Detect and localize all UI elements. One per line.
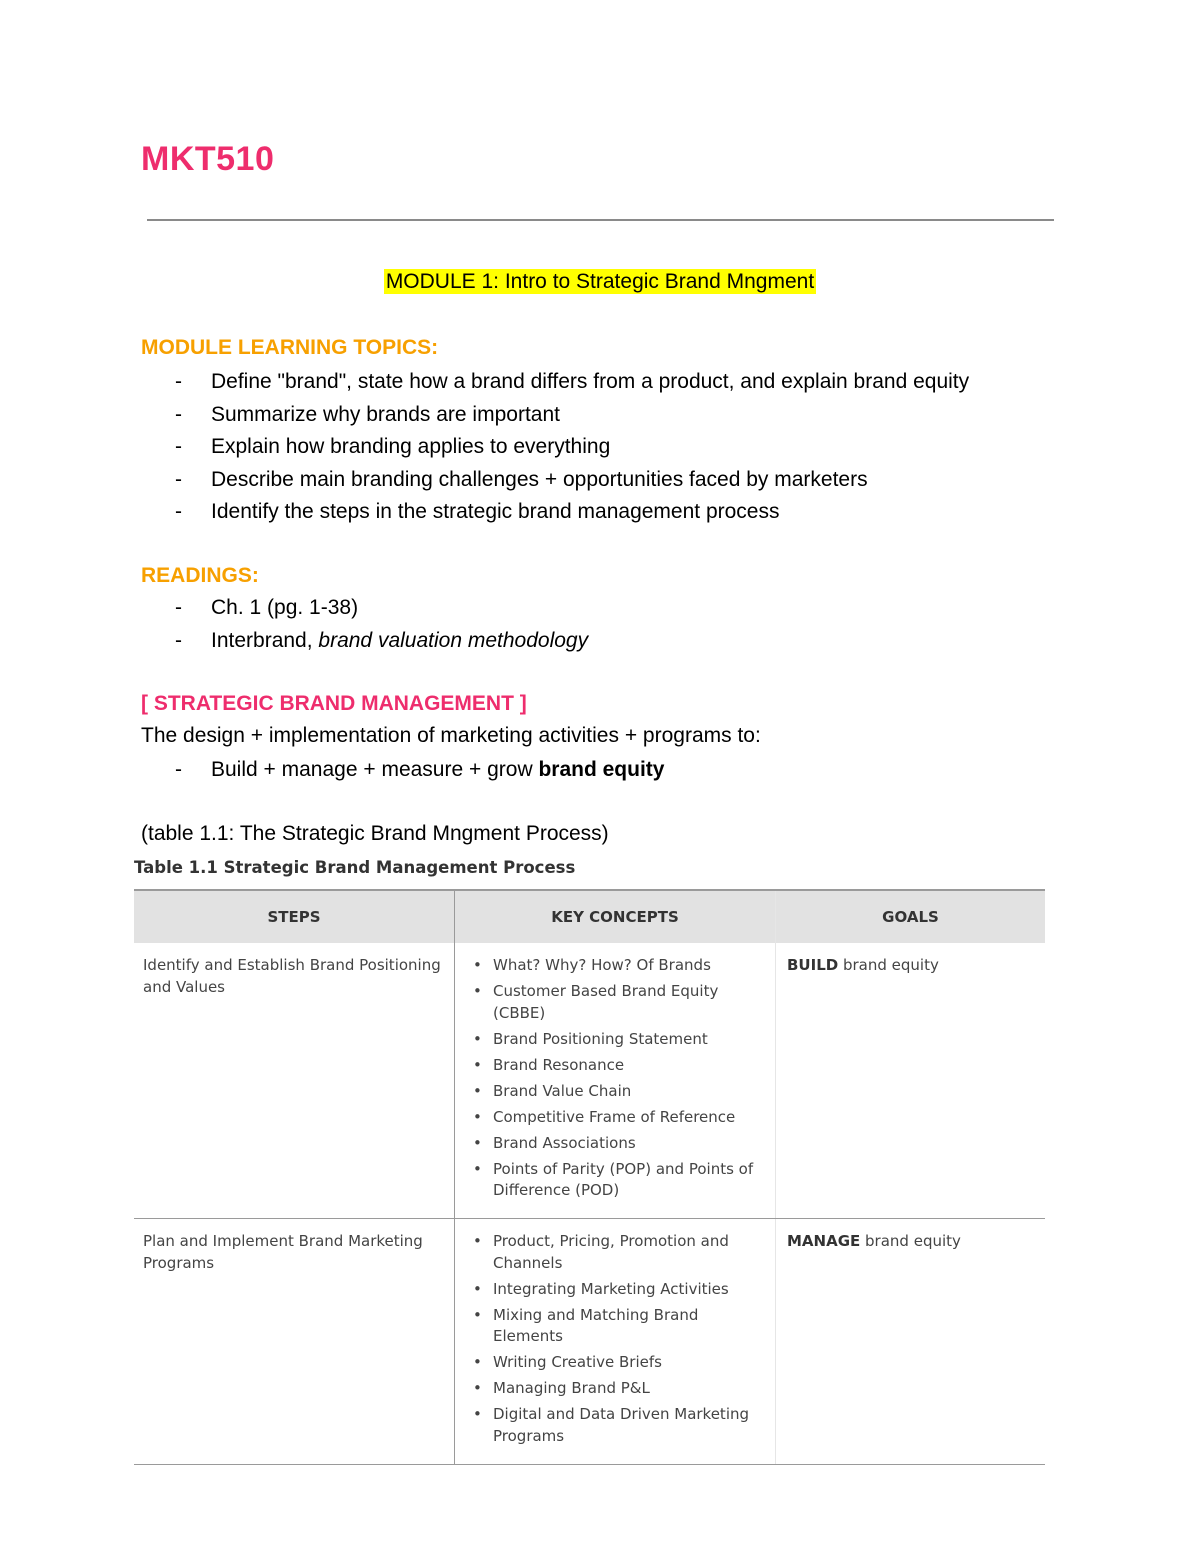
list-item: • Competitive Frame of Reference — [493, 1107, 767, 1129]
list-item: • Brand Resonance — [493, 1055, 767, 1077]
learning-topics-label: MODULE LEARNING TOPICS: — [141, 336, 439, 359]
list-item: • Brand Positioning Statement — [493, 1029, 767, 1051]
concepts-list — [464, 1231, 767, 1447]
list-item: - Build + manage + measure + grow brand equity — [141, 754, 1021, 787]
list-item: • Managing Brand P&L — [493, 1378, 767, 1400]
column-header-key-concepts: KEY CONCEPTS — [455, 890, 776, 943]
process-table — [134, 889, 1045, 1465]
list-item: • Brand Value Chain — [493, 1081, 767, 1103]
table-caption: Table 1.1 Strategic Brand Management Process — [134, 858, 576, 877]
module-heading — [0, 270, 1200, 294]
table-row — [134, 943, 1045, 1219]
concepts-cell — [455, 943, 776, 1219]
list-item: • Points of Parity (POP) and Points of Difference (POD) — [493, 1159, 767, 1202]
learning-topics-list — [141, 366, 1021, 529]
goal-verb: MANAGE — [787, 1232, 861, 1250]
list-item: - Summarize why brands are important — [141, 399, 1021, 432]
list-item: - Explain how branding applies to everything — [141, 431, 1021, 464]
dash-bullet: - — [175, 758, 182, 781]
list-item: • Customer Based Brand Equity (CBBE) — [493, 981, 767, 1024]
readings-list — [141, 592, 1021, 657]
sbm-list — [141, 754, 1021, 787]
dash-bullet: - — [175, 500, 182, 523]
table-row — [134, 1219, 1045, 1465]
sbm-definition: The design + implementation of marketing activities + programs to: — [141, 724, 761, 747]
list-item: • Integrating Marketing Activities — [493, 1279, 767, 1301]
table-header-row — [134, 890, 1045, 943]
horizontal-rule — [147, 219, 1054, 221]
goal-verb: BUILD — [787, 956, 839, 974]
list-item: • Mixing and Matching Brand Elements — [493, 1305, 767, 1348]
list-item: - Interbrand, brand valuation methodology — [141, 625, 1021, 658]
reading-title: brand valuation methodology — [318, 628, 589, 652]
dash-bullet: - — [175, 402, 182, 426]
sbm-heading: [ STRATEGIC BRAND MANAGEMENT ] — [141, 692, 527, 715]
readings-label: READINGS: — [141, 564, 259, 587]
brand-equity-emphasis: brand equity — [538, 758, 665, 781]
dash-bullet: - — [175, 596, 182, 619]
column-header-goals: GOALS — [776, 890, 1046, 943]
list-item: • Writing Creative Briefs — [493, 1352, 767, 1374]
list-item: - Ch. 1 (pg. 1-38) — [141, 592, 1021, 625]
step-cell: Identify and Establish Brand Positioning and Values — [134, 943, 455, 1219]
dash-bullet: - — [175, 435, 182, 458]
list-item: • What? Why? How? Of Brands — [493, 955, 767, 977]
list-item: • Brand Associations — [493, 1133, 767, 1155]
document-title: MKT510 — [141, 140, 275, 178]
dash-bullet: - — [175, 370, 182, 393]
list-item: - Describe main branding challenges + opportunities faced by marketers — [141, 464, 1021, 497]
list-item: • Digital and Data Driven Marketing Programs — [493, 1404, 767, 1447]
list-item: • Product, Pricing, Promotion and Channels — [493, 1231, 767, 1274]
module-heading-highlight: MODULE 1: Intro to Strategic Brand Mngment — [385, 270, 815, 293]
step-cell: Plan and Implement Brand Marketing Programs — [134, 1219, 455, 1465]
goal-cell: MANAGE brand equity — [776, 1219, 1046, 1465]
column-header-steps: STEPS — [134, 890, 455, 943]
dash-bullet: - — [175, 628, 182, 652]
concepts-cell — [455, 1219, 776, 1465]
concepts-list — [464, 955, 767, 1202]
list-item: - Define "brand", state how a brand differs from a product, and explain brand equity — [141, 366, 1021, 399]
table-note: (table 1.1: The Strategic Brand Mngment Process) — [141, 822, 609, 845]
list-item: - Identify the steps in the strategic brand management process — [141, 496, 1021, 529]
dash-bullet: - — [175, 467, 182, 491]
goal-cell: BUILD brand equity — [776, 943, 1046, 1219]
